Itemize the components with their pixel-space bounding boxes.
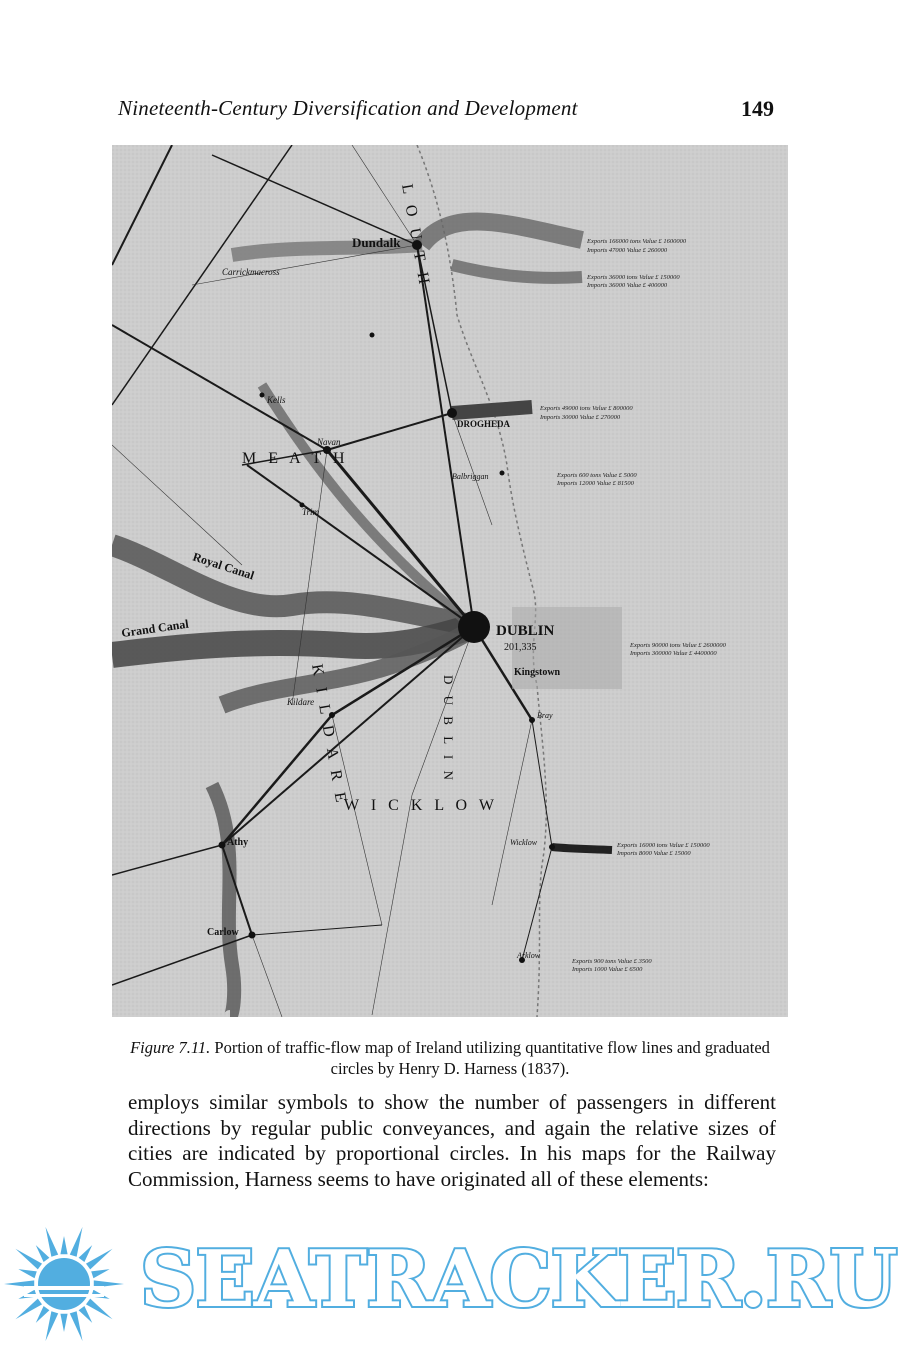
kells-circle bbox=[260, 393, 265, 398]
caption-text: Portion of traffic-flow map of Ireland utilizing quantitative flow lines and graduated circles by Henry D. Harness (1837). bbox=[214, 1038, 770, 1078]
label-drogheda: DROGHEDA bbox=[457, 419, 511, 429]
sun-ray bbox=[45, 1227, 58, 1257]
sun-ray bbox=[91, 1269, 109, 1278]
sun-ray bbox=[15, 1249, 42, 1270]
imports-newry: Imports 36000 Value £ 400000 bbox=[587, 282, 668, 289]
sun-ray bbox=[60, 1314, 67, 1332]
imports-dundalk: Imports 47000 Value £ 260000 bbox=[587, 247, 668, 254]
page-number: 149 bbox=[741, 96, 774, 121]
label-county-kildare: K I L D A R E bbox=[308, 662, 350, 808]
sun-ray bbox=[70, 1227, 83, 1257]
exports-balbriggan: Exports 600 tons Value £ 5000 bbox=[557, 472, 637, 479]
balbriggan-circle bbox=[500, 471, 505, 476]
sun-ray bbox=[18, 1269, 36, 1278]
louth-circle bbox=[370, 333, 375, 338]
traffic-flow-map bbox=[112, 145, 788, 1017]
sun-ray bbox=[15, 1299, 42, 1320]
body-paragraph: employs similar symbols to show the number of passengers in different directions by regular public conveyances, and again the relative sizes of cities are indicated by proportional circles. In his maps for the Railway Commission, Harness seems to have originated all of these elements: bbox=[128, 1090, 776, 1191]
label-kildare: Kildare bbox=[287, 697, 315, 707]
label-bray: Bray bbox=[537, 711, 553, 720]
sun-ray bbox=[86, 1249, 113, 1270]
sun-ray bbox=[79, 1245, 93, 1262]
figure-caption bbox=[120, 1037, 780, 1079]
watermark-text: SEATRACKER.RU bbox=[140, 1234, 897, 1325]
label-carlow: Carlow bbox=[207, 927, 239, 938]
exports-arklow: Exports 900 tons Value £ 3500 bbox=[572, 958, 652, 965]
athy-circle bbox=[219, 842, 226, 849]
label-county-meath: M E A T H bbox=[242, 450, 349, 467]
label-wicklow: Wicklow bbox=[510, 838, 538, 847]
caption-label: Figure 7.11. bbox=[130, 1038, 211, 1057]
dublin-circle bbox=[458, 611, 490, 643]
carlow-circle bbox=[249, 932, 256, 939]
label-navan: Navan bbox=[317, 437, 341, 447]
running-head: Nineteenth-Century Diversification and Development bbox=[118, 96, 578, 120]
exports-newry: Exports 36000 tons Value £ 150000 bbox=[587, 274, 680, 281]
sun-ray bbox=[70, 1311, 83, 1341]
label-dublin: DUBLIN bbox=[496, 623, 555, 639]
imports-balbriggan: Imports 12000 Value £ 81500 bbox=[557, 480, 634, 487]
sun-ray bbox=[36, 1306, 50, 1323]
label-county-dublin: D U B L I N bbox=[441, 675, 456, 784]
label-royal-canal: Royal Canal bbox=[191, 549, 256, 583]
drogheda-circle bbox=[447, 408, 457, 418]
label-dublin-pop: 201,335 bbox=[504, 642, 537, 653]
exports-wicklow: Exports 16000 tons Value £ 150000 bbox=[617, 842, 710, 849]
exports-dublin: Exports 90000 tons Value £ 2600000 bbox=[630, 642, 726, 649]
imports-dublin: Imports 300000 Value £ 4400000 bbox=[630, 650, 717, 657]
sun-logo-icon bbox=[0, 1212, 140, 1350]
sun-ray bbox=[86, 1299, 113, 1320]
sun-ray bbox=[79, 1306, 93, 1323]
label-athy: Athy bbox=[227, 837, 249, 848]
label-county-wicklow: W I C K L O W bbox=[344, 797, 498, 814]
sun-ray bbox=[36, 1245, 50, 1262]
imports-arklow: Imports 1000 Value £ 6500 bbox=[572, 966, 643, 973]
label-grand-canal: Grand Canal bbox=[120, 616, 190, 640]
sun-ray bbox=[60, 1236, 67, 1254]
label-arklow: Arklow bbox=[517, 951, 541, 960]
bray-circle bbox=[529, 717, 535, 723]
label-kingstown: Kingstown bbox=[514, 667, 561, 678]
label-county-louth: L O U T H bbox=[398, 182, 434, 290]
label-trim: Trim bbox=[302, 507, 320, 517]
wicklow-sea-flow bbox=[552, 847, 612, 850]
drogheda-sea-flow bbox=[452, 407, 532, 413]
label-carrickmacross: Carrickmacross bbox=[222, 267, 280, 277]
imports-wicklow: Imports 8000 Value £ 15000 bbox=[617, 850, 691, 857]
sun-ray bbox=[45, 1311, 58, 1341]
exports-dundalk: Exports 166000 tons Value £ 1600000 bbox=[587, 238, 687, 245]
imports-drogheda: Imports 30000 Value £ 270000 bbox=[540, 414, 621, 421]
map-svg bbox=[112, 145, 788, 1017]
label-balbriggan: Balbriggan bbox=[452, 472, 489, 481]
label-dundalk: Dundalk bbox=[352, 235, 401, 250]
exports-drogheda: Exports 49000 tons Value £ 800000 bbox=[540, 405, 633, 412]
label-kells: Kells bbox=[267, 395, 286, 405]
wicklow-circle bbox=[549, 844, 555, 850]
